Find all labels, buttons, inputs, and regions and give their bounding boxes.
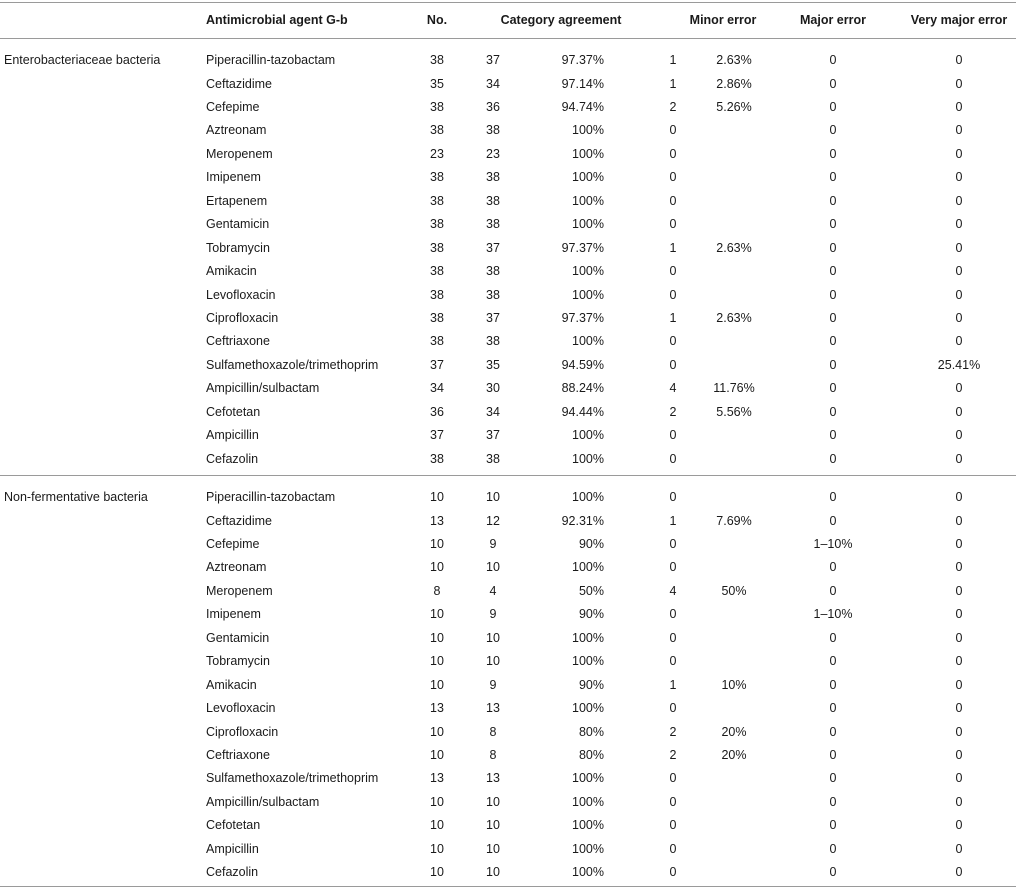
agent-cell: Ceftazidime (206, 76, 272, 91)
very-major-error-cell: 0 (955, 677, 963, 692)
agreement-count-cell: 38 (486, 451, 500, 466)
agent-cell: Cefotetan (206, 818, 261, 833)
minor-count-cell: 2 (669, 724, 677, 739)
agreement-count-cell: 13 (486, 771, 500, 786)
very-major-error-cell: 0 (955, 865, 963, 880)
very-major-error-cell: 0 (955, 53, 963, 67)
agreement-count-cell: 10 (486, 630, 500, 645)
major-error-cell: 0 (829, 310, 837, 325)
no-cell: 38 (430, 264, 444, 278)
agreement-percent-cell: 100% (572, 794, 604, 809)
agent-cell: Aztreonam (206, 123, 267, 138)
very-major-error-cell: 0 (955, 428, 963, 443)
agreement-count-cell: 34 (486, 404, 500, 419)
agreement-count-cell: 4 (489, 583, 497, 598)
very-major-error-cell: 0 (955, 240, 963, 255)
no-cell: 10 (430, 630, 444, 645)
minor-count-cell: 0 (669, 357, 677, 372)
very-major-error-cell: 0 (955, 841, 963, 856)
agent-cell: Imipenem (206, 170, 261, 185)
no-cell: 38 (430, 99, 444, 114)
very-major-error-cell: 0 (955, 287, 963, 302)
agreement-count-cell: 10 (486, 794, 500, 809)
agreement-percent-cell: 90% (578, 536, 604, 551)
major-error-cell: 0 (829, 560, 837, 575)
very-major-error-cell: 0 (955, 607, 963, 622)
agreement-count-cell: 36 (486, 99, 500, 114)
agreement-percent-cell: 100% (572, 428, 604, 443)
minor-count-cell: 0 (669, 841, 677, 856)
agreement-percent-cell: 100% (572, 701, 604, 715)
major-error-cell: 0 (829, 865, 837, 880)
major-error-cell: 0 (829, 170, 837, 185)
very-major-error-cell: 0 (955, 560, 963, 575)
agreement-percent-cell: 97.37% (561, 53, 604, 67)
minor-count-cell: 0 (669, 193, 677, 208)
minor-count-cell: 0 (669, 334, 677, 349)
agreement-percent-cell: 90% (578, 677, 604, 692)
minor-count-cell: 1 (669, 310, 677, 325)
very-major-error-cell: 0 (955, 264, 963, 278)
major-error-cell: 0 (829, 240, 837, 255)
agreement-percent-cell: 100% (572, 771, 604, 786)
agreement-percent-cell: 97.37% (561, 310, 604, 325)
no-cell: 10 (430, 841, 444, 856)
agent-cell: Imipenem (206, 607, 261, 622)
agreement-percent-cell: 100% (572, 146, 604, 161)
major-error-cell: 0 (829, 404, 837, 419)
very-major-error-cell: 0 (955, 513, 963, 528)
very-major-error-cell: 0 (955, 630, 963, 645)
agreement-percent-cell: 100% (572, 264, 604, 278)
major-error-cell: 0 (829, 748, 837, 762)
agreement-count-cell: 10 (486, 865, 500, 880)
minor-percent-cell: 2.63% (716, 53, 752, 67)
agreement-percent-cell: 100% (572, 490, 604, 504)
no-cell: 38 (430, 170, 444, 185)
agreement-count-cell: 10 (486, 841, 500, 856)
agent-cell: Meropenem (206, 146, 273, 161)
minor-percent-cell: 20% (721, 724, 747, 739)
agent-cell: Levofloxacin (206, 287, 276, 302)
agreement-percent-cell: 100% (572, 193, 604, 208)
no-cell: 38 (430, 123, 444, 138)
agreement-percent-cell: 90% (578, 607, 604, 622)
minor-count-cell: 0 (669, 630, 677, 645)
very-major-error-cell: 0 (955, 123, 963, 138)
minor-count-cell: 0 (669, 794, 677, 809)
agreement-count-cell: 35 (486, 357, 500, 372)
no-cell: 35 (430, 76, 444, 91)
agent-cell: Ciprofloxacin (206, 310, 279, 325)
group-divider (0, 475, 1016, 476)
very-major-error-cell: 0 (955, 76, 963, 91)
no-cell: 38 (430, 53, 444, 67)
very-major-error-cell: 0 (955, 701, 963, 715)
agreement-percent-cell: 100% (572, 170, 604, 185)
minor-count-cell: 0 (669, 771, 677, 786)
no-cell: 37 (430, 428, 444, 443)
bottom-rule (0, 886, 1016, 887)
agreement-count-cell: 10 (486, 818, 500, 833)
very-major-error-cell: 0 (955, 310, 963, 325)
very-major-error-cell: 0 (955, 334, 963, 349)
minor-count-cell: 0 (669, 701, 677, 715)
agent-cell: Ampicillin/sulbactam (206, 794, 320, 809)
minor-count-cell: 0 (669, 146, 677, 161)
agent-cell: Ceftazidime (206, 513, 272, 528)
agreement-count-cell: 8 (489, 724, 497, 739)
minor-percent-cell: 10% (721, 677, 747, 692)
very-major-error-cell: 0 (955, 771, 963, 786)
minor-count-cell: 0 (669, 170, 677, 185)
agent-cell: Ertapenem (206, 193, 268, 208)
minor-percent-cell: 11.76% (713, 381, 755, 396)
minor-count-cell: 0 (669, 428, 677, 443)
major-error-cell: 0 (829, 76, 837, 91)
very-major-error-cell: 0 (955, 451, 963, 466)
no-cell: 34 (430, 381, 444, 396)
agreement-count-cell: 10 (486, 490, 500, 504)
very-major-error-cell: 0 (955, 193, 963, 208)
major-error-cell: 0 (829, 490, 837, 504)
agreement-percent-cell: 80% (578, 748, 604, 762)
agreement-count-cell: 10 (486, 560, 500, 575)
minor-count-cell: 0 (669, 607, 677, 622)
very-major-error-cell: 0 (955, 170, 963, 185)
no-cell: 13 (430, 771, 444, 786)
agreement-count-cell: 13 (486, 701, 500, 715)
no-cell: 10 (430, 654, 444, 669)
no-cell: 10 (430, 865, 444, 880)
minor-percent-cell: 50% (721, 583, 747, 598)
agreement-count-cell: 8 (489, 748, 497, 762)
minor-count-cell: 0 (669, 123, 677, 138)
agent-cell: Cefepime (206, 536, 260, 551)
agreement-percent-cell: 88.24% (561, 381, 604, 396)
minor-percent-cell: 5.56% (716, 404, 752, 419)
header-rule (0, 38, 1016, 39)
agent-cell: Ampicillin (206, 428, 259, 443)
major-error-cell: 0 (829, 217, 837, 232)
very-major-error-cell: 0 (955, 490, 963, 504)
agreement-count-cell: 37 (486, 53, 500, 67)
minor-count-cell: 0 (669, 451, 677, 466)
minor-count-cell: 0 (669, 490, 677, 504)
agreement-count-cell: 37 (486, 310, 500, 325)
major-error-cell: 0 (829, 193, 837, 208)
very-major-error-cell: 0 (955, 583, 963, 598)
agreement-count-cell: 38 (486, 264, 500, 278)
minor-count-cell: 2 (669, 99, 677, 114)
agent-cell: Sulfamethoxazole/trimethoprim (206, 771, 379, 786)
very-major-error-cell: 0 (955, 536, 963, 551)
no-cell: 38 (430, 287, 444, 302)
major-error-cell: 0 (829, 677, 837, 692)
minor-count-cell: 0 (669, 865, 677, 880)
agreement-percent-cell: 94.44% (561, 404, 604, 419)
very-major-error-cell: 25.41% (937, 357, 981, 372)
agreement-percent-cell: 94.74% (561, 99, 604, 114)
minor-percent-cell: 2.63% (716, 310, 752, 325)
no-cell: 10 (430, 490, 444, 504)
very-major-error-cell: 0 (955, 381, 963, 396)
no-cell: 10 (430, 748, 444, 762)
minor-percent-cell: 2.63% (716, 240, 752, 255)
header-major-error: Major error (800, 13, 866, 27)
no-cell: 13 (430, 513, 444, 528)
very-major-error-cell: 0 (955, 748, 963, 762)
agent-cell: Amikacin (206, 264, 257, 278)
agreement-count-cell: 9 (489, 677, 497, 692)
agreement-count-cell: 23 (486, 146, 500, 161)
no-cell: 10 (430, 536, 444, 551)
agent-cell: Ciprofloxacin (206, 724, 279, 739)
header-very-major-error: Very major error (910, 13, 1008, 27)
major-error-cell: 0 (829, 451, 837, 466)
agreement-count-cell: 9 (489, 536, 497, 551)
major-error-cell: 0 (829, 724, 837, 739)
minor-count-cell: 1 (669, 677, 677, 692)
no-cell: 38 (430, 193, 444, 208)
minor-percent-cell: 5.26% (716, 99, 752, 114)
no-cell: 10 (430, 560, 444, 575)
minor-percent-cell: 20% (721, 748, 747, 762)
no-cell: 10 (430, 724, 444, 739)
agreement-count-cell: 38 (486, 170, 500, 185)
agreement-count-cell: 9 (489, 607, 497, 622)
agent-cell: Piperacillin-tazobactam (206, 53, 336, 67)
no-cell: 38 (430, 310, 444, 325)
agreement-percent-cell: 94.59% (561, 357, 604, 372)
agreement-percent-cell: 100% (572, 818, 604, 833)
major-error-cell: 0 (829, 654, 837, 669)
major-error-cell: 0 (829, 428, 837, 443)
major-error-cell: 1–10% (813, 607, 853, 622)
agreement-percent-cell: 100% (572, 654, 604, 669)
agent-cell: Cefepime (206, 99, 260, 114)
agent-cell: Meropenem (206, 583, 273, 598)
agreement-count-cell: 38 (486, 334, 500, 349)
major-error-cell: 0 (829, 794, 837, 809)
very-major-error-cell: 0 (955, 404, 963, 419)
agent-cell: Gentamicin (206, 217, 270, 232)
agreement-percent-cell: 50% (578, 583, 604, 598)
agreement-percent-cell: 100% (572, 560, 604, 575)
minor-count-cell: 0 (669, 217, 677, 232)
header-minor-error: Minor error (689, 13, 757, 27)
minor-count-cell: 0 (669, 287, 677, 302)
very-major-error-cell: 0 (955, 99, 963, 114)
minor-count-cell: 0 (669, 654, 677, 669)
agreement-percent-cell: 100% (572, 287, 604, 302)
major-error-cell: 0 (829, 123, 837, 138)
agent-cell: Ceftriaxone (206, 334, 270, 349)
very-major-error-cell: 0 (955, 654, 963, 669)
major-error-cell: 0 (829, 818, 837, 833)
agent-cell: Sulfamethoxazole/trimethoprim (206, 357, 379, 372)
agreement-count-cell: 37 (486, 240, 500, 255)
no-cell: 38 (430, 451, 444, 466)
agreement-count-cell: 38 (486, 287, 500, 302)
agreement-percent-cell: 100% (572, 123, 604, 138)
agreement-count-cell: 12 (486, 513, 500, 528)
minor-percent-cell: 7.69% (716, 513, 752, 528)
agent-cell: Cefazolin (206, 865, 259, 880)
group-label: Non-fermentative bacteria (4, 490, 148, 504)
major-error-cell: 0 (829, 513, 837, 528)
minor-percent-cell: 2.86% (716, 76, 752, 91)
very-major-error-cell: 0 (955, 217, 963, 232)
agent-cell: Amikacin (206, 677, 257, 692)
agent-cell: Tobramycin (206, 240, 270, 255)
major-error-cell: 0 (829, 771, 837, 786)
minor-count-cell: 0 (669, 536, 677, 551)
agreement-percent-cell: 100% (572, 841, 604, 856)
agent-cell: Aztreonam (206, 560, 267, 575)
major-error-cell: 0 (829, 334, 837, 349)
agent-cell: Cefazolin (206, 451, 259, 466)
major-error-cell: 1–10% (813, 536, 853, 551)
header-agent: Antimicrobial agent G-b (206, 13, 348, 27)
minor-count-cell: 4 (669, 583, 677, 598)
minor-count-cell: 2 (669, 748, 677, 762)
major-error-cell: 0 (829, 701, 837, 715)
agreement-percent-cell: 100% (572, 451, 604, 466)
agreement-percent-cell: 92.31% (561, 513, 604, 528)
no-cell: 38 (430, 217, 444, 232)
no-cell: 23 (430, 146, 444, 161)
header-category-agreement: Category agreement (500, 13, 622, 27)
agent-cell: Cefotetan (206, 404, 261, 419)
agreement-count-cell: 34 (486, 76, 500, 91)
agreement-percent-cell: 80% (578, 724, 604, 739)
major-error-cell: 0 (829, 381, 837, 396)
minor-count-cell: 4 (669, 381, 677, 396)
minor-count-cell: 0 (669, 818, 677, 833)
agent-cell: Ampicillin/sulbactam (206, 381, 320, 396)
agent-cell: Levofloxacin (206, 701, 276, 715)
group-label: Enterobacteriaceae bacteria (4, 53, 161, 67)
no-cell: 10 (430, 677, 444, 692)
no-cell: 10 (430, 794, 444, 809)
very-major-error-cell: 0 (955, 794, 963, 809)
very-major-error-cell: 0 (955, 818, 963, 833)
agreement-percent-cell: 100% (572, 334, 604, 349)
major-error-cell: 0 (829, 357, 837, 372)
major-error-cell: 0 (829, 99, 837, 114)
major-error-cell: 0 (829, 264, 837, 278)
very-major-error-cell: 0 (955, 724, 963, 739)
minor-count-cell: 2 (669, 404, 677, 419)
very-major-error-cell: 0 (955, 146, 963, 161)
no-cell: 8 (433, 583, 441, 598)
minor-count-cell: 1 (669, 513, 677, 528)
agreement-percent-cell: 100% (572, 217, 604, 232)
agent-cell: Piperacillin-tazobactam (206, 490, 336, 504)
no-cell: 38 (430, 240, 444, 255)
major-error-cell: 0 (829, 841, 837, 856)
agreement-count-cell: 37 (486, 428, 500, 443)
no-cell: 10 (430, 818, 444, 833)
agreement-count-cell: 30 (486, 381, 500, 396)
minor-count-cell: 1 (669, 53, 677, 67)
minor-count-cell: 0 (669, 264, 677, 278)
no-cell: 36 (430, 404, 444, 419)
agent-cell: Ampicillin (206, 841, 259, 856)
no-cell: 10 (430, 607, 444, 622)
agreement-count-cell: 38 (486, 123, 500, 138)
agreement-percent-cell: 100% (572, 630, 604, 645)
agent-cell: Tobramycin (206, 654, 270, 669)
agent-cell: Ceftriaxone (206, 748, 270, 762)
major-error-cell: 0 (829, 146, 837, 161)
top-rule (0, 2, 1016, 3)
no-cell: 38 (430, 334, 444, 349)
major-error-cell: 0 (829, 287, 837, 302)
agreement-percent-cell: 100% (572, 865, 604, 880)
major-error-cell: 0 (829, 583, 837, 598)
agreement-count-cell: 10 (486, 654, 500, 669)
agreement-count-cell: 38 (486, 193, 500, 208)
agreement-percent-cell: 97.37% (561, 240, 604, 255)
agent-cell: Gentamicin (206, 630, 270, 645)
minor-count-cell: 0 (669, 560, 677, 575)
major-error-cell: 0 (829, 630, 837, 645)
header-no: No. (426, 13, 448, 27)
agreement-count-cell: 38 (486, 217, 500, 232)
agreement-percent-cell: 97.14% (561, 76, 604, 91)
minor-count-cell: 1 (669, 76, 677, 91)
minor-count-cell: 1 (669, 240, 677, 255)
no-cell: 13 (430, 701, 444, 715)
major-error-cell: 0 (829, 53, 837, 67)
no-cell: 37 (430, 357, 444, 372)
